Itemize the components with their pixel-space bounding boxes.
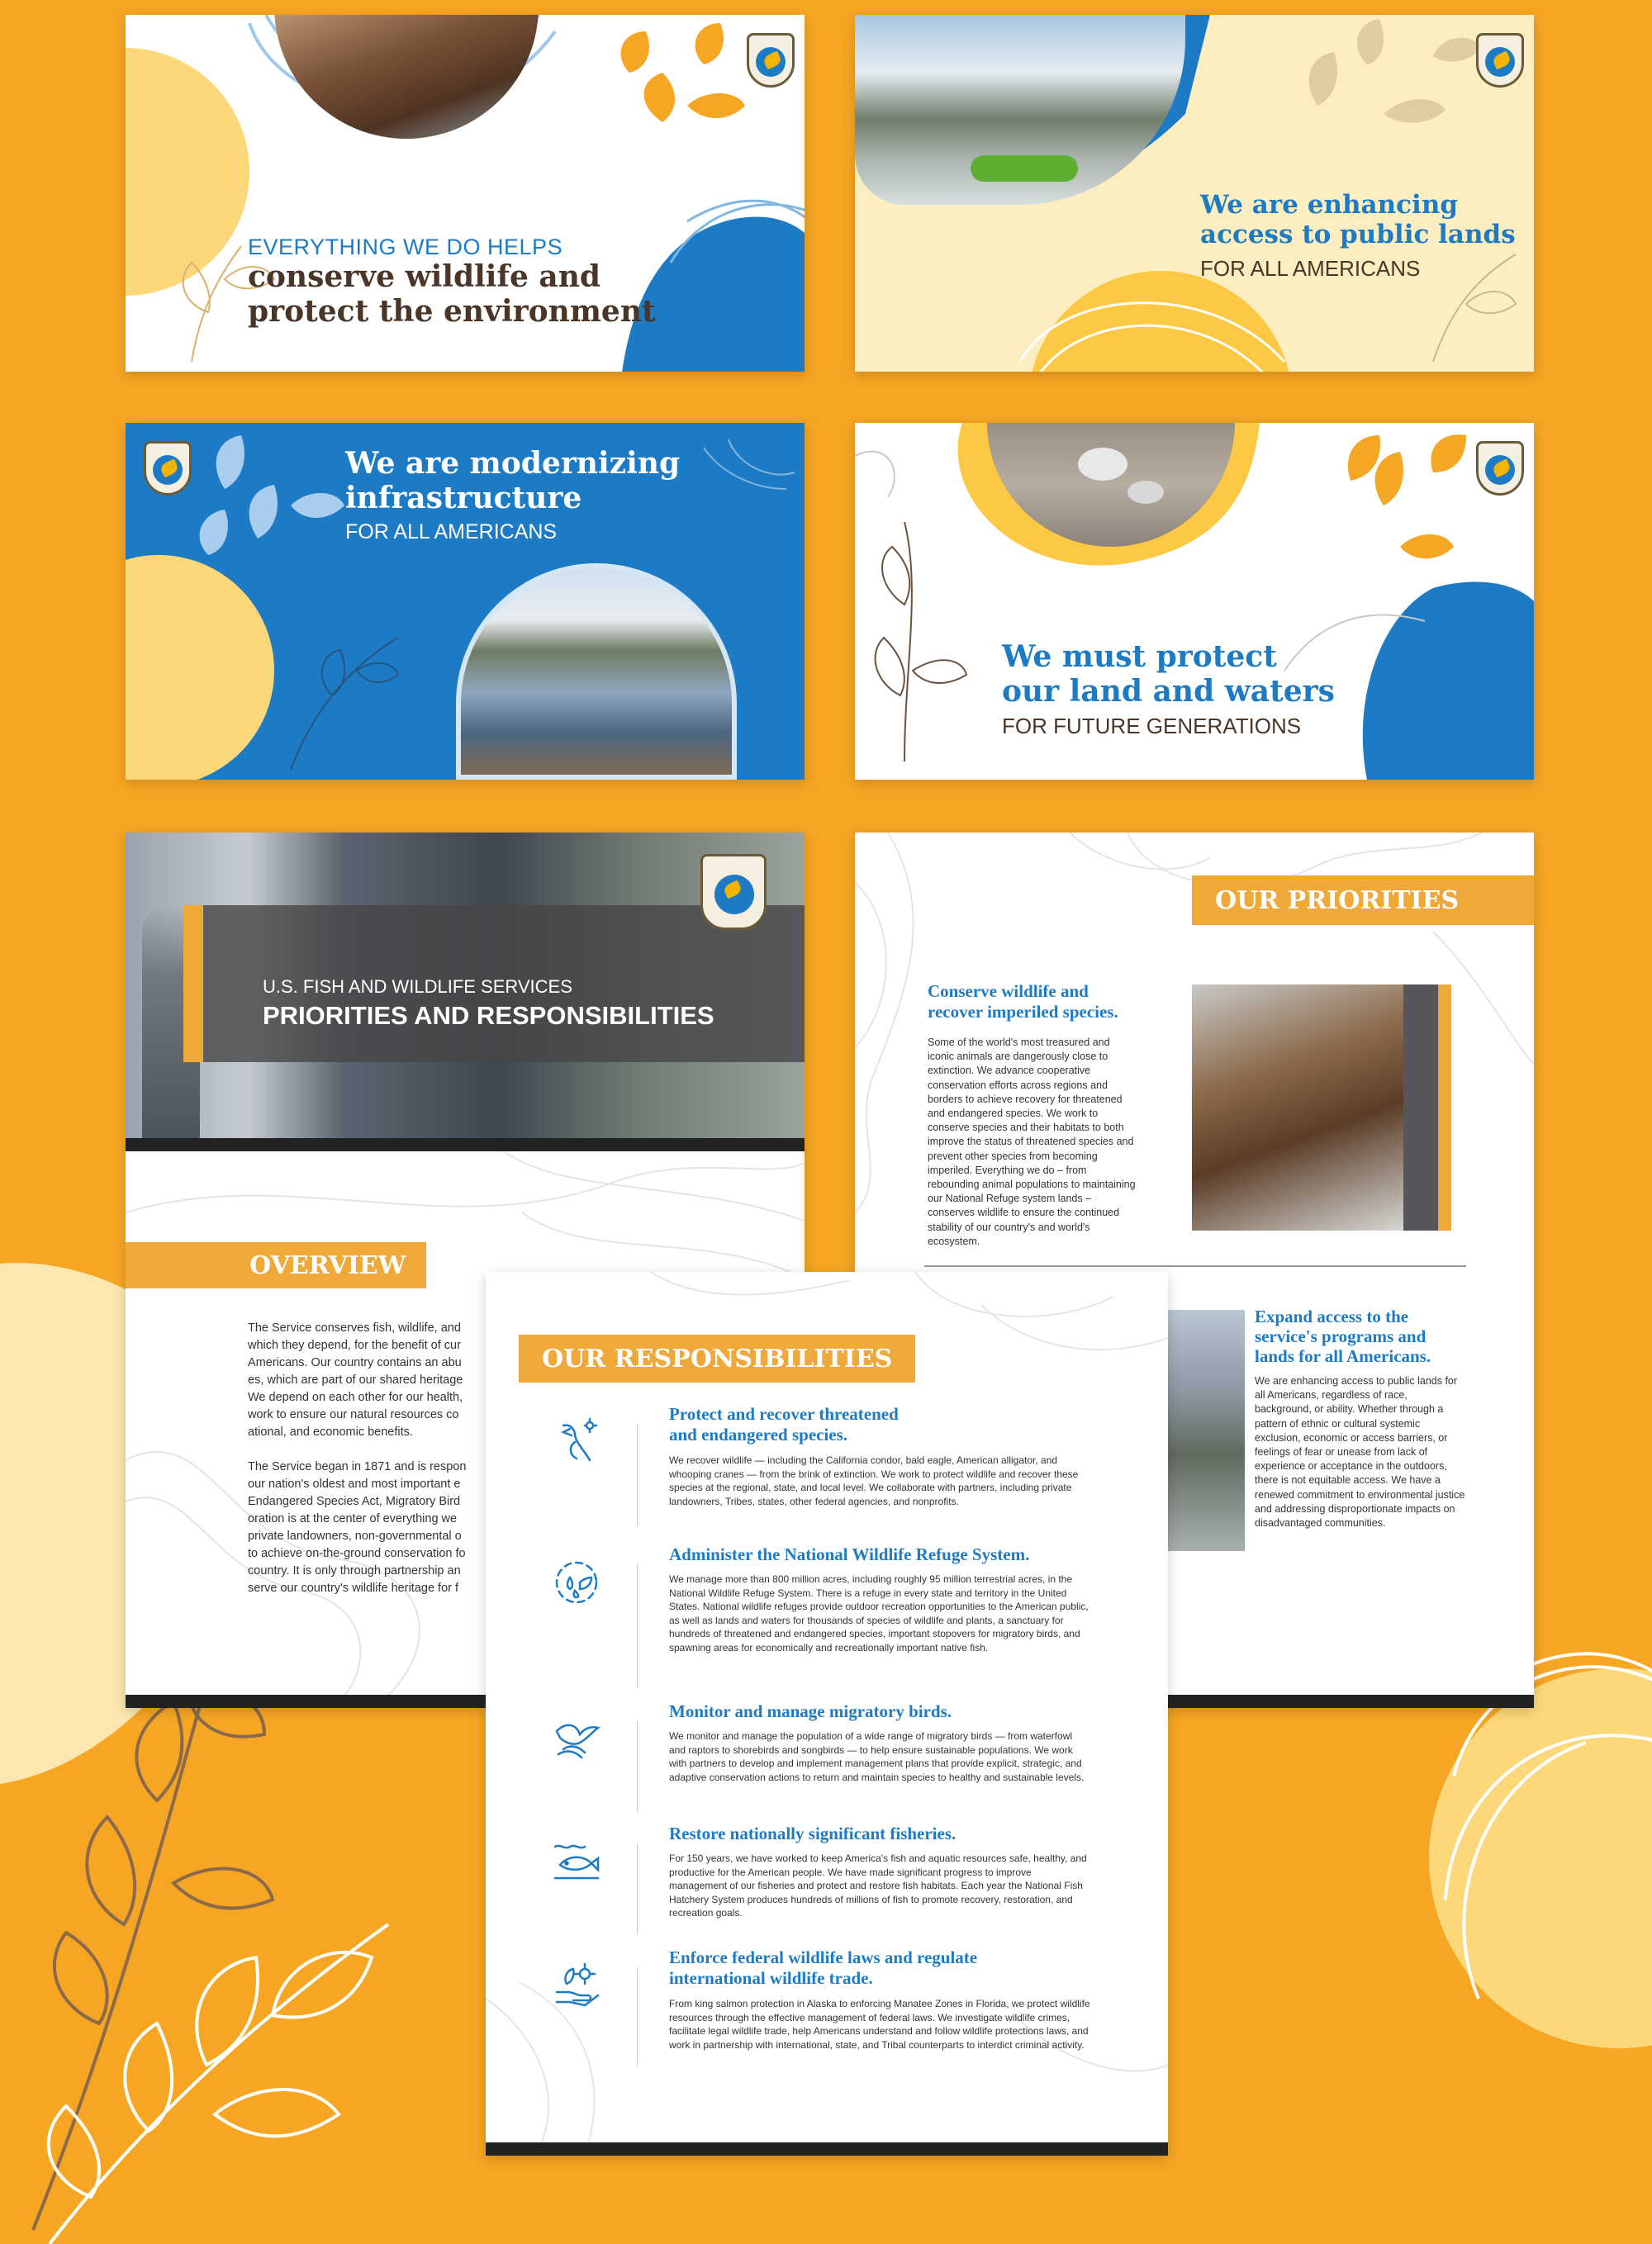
photo-gray-bar <box>1403 984 1438 1231</box>
slide3-title-line2: infrastructure <box>345 481 582 515</box>
overview-line: es, which are part of our shared heritage <box>248 1373 463 1387</box>
responsibility-title <box>669 1544 1099 1565</box>
responsibility-item <box>486 1404 1168 1526</box>
usfws-logo <box>1476 33 1524 88</box>
responsibility-body: For 150 years, we have worked to keep America's fish and aquatic resources safe, healthy, and productive for the American people. We have made significant progress to improve management of our fisheries and protect and restore fish habitats. Each year the National Fish Hatchery System produces hundreds of millions of fish to promote recovery, restoration, and recreation goals. <box>669 1853 1087 1919</box>
overview-line: private landowners, non-governmental o <box>248 1530 462 1543</box>
responsibility-title <box>669 1824 1099 1844</box>
overview-line: The Service conserves fish, wildlife, and <box>248 1321 461 1335</box>
overview-line: ational, and economic benefits. <box>248 1426 413 1439</box>
responsibility-item <box>486 1824 1168 1939</box>
priority1-title-line2: recover imperiled species. <box>928 1002 1118 1022</box>
responsibility-title <box>669 1404 1099 1445</box>
slide4-title-line2: our land and waters <box>1002 674 1335 709</box>
item-divider <box>637 1564 638 1688</box>
responsibility-title <box>669 1701 1099 1722</box>
responsibility-title-line1: Administer the National Wildlife Refuge System. <box>669 1544 1030 1564</box>
slide3-title-line1: We are modernizing <box>345 446 681 481</box>
slide2-subtitle: FOR ALL AMERICANS <box>1200 256 1421 281</box>
bird-shape <box>1078 448 1127 481</box>
responsibility-body: From king salmon protection in Alaska to enforcing Manatee Zones in Florida, we protect wildlife resources through the effective management of federal laws. We investigate wildlife crimes, facilitate legal wildlife trade, help Americans understand and follow wildlife protections laws, and work in partnership with international, state, and Tribal counterparts to interdict criminal activity. <box>669 1998 1090 2051</box>
photo-orange-bar <box>1438 984 1451 1231</box>
river-photo <box>1162 1310 1245 1551</box>
overview-line: We depend on each other for our health, <box>248 1391 463 1404</box>
overview-line: to achieve on-the-ground conservation fo <box>248 1547 466 1560</box>
priorities-heading: OUR PRIORITIES <box>1192 875 1534 925</box>
responsibility-title <box>669 1947 1099 1989</box>
slide1-kicker: EVERYTHING WE DO HELPS <box>248 235 563 259</box>
item-divider <box>637 1843 638 1934</box>
cover-kicker: U.S. FISH AND WILDLIFE SERVICES <box>263 976 572 997</box>
overview-line: The Service began in 1871 and is respon <box>248 1460 467 1473</box>
cover-title: PRIORITIES AND RESPONSIBILITIES <box>263 1001 714 1030</box>
responsibility-title-line1: Restore nationally significant fisheries. <box>669 1824 957 1843</box>
overview-line: which they depend, for the benefit of cur <box>248 1339 461 1352</box>
overview-line: country. It is only through partnership an <box>248 1564 461 1577</box>
bird-shape <box>1127 481 1164 504</box>
overview-line: oration is at the center of everything we <box>248 1512 458 1525</box>
fish-icon <box>552 1835 601 1885</box>
responsibility-title-line1: Enforce federal wildlife laws and regulate <box>669 1947 978 1967</box>
responsibility-item <box>486 1544 1168 1693</box>
responsibility-body: We monitor and manage the population of a wide range of migratory birds — from waterfowl and raptors to shorebirds and songbirds — to help ensure sustainable populations. We work with partners to develop and implement management plans that provide explicit, strategic, and adaptive conservation actions to return and maintain species to healthy and sustainable levels. <box>669 1730 1085 1783</box>
item-divider <box>637 1967 638 2066</box>
responsibility-title-line2: and endangered species. <box>669 1425 848 1445</box>
slide-enhancing-access <box>855 15 1534 372</box>
slide-conserve-wildlife <box>126 15 805 372</box>
usfws-logo <box>144 441 192 496</box>
responsibility-body: We manage more than 800 million acres, including roughly 95 million terrestrial acres, in the National Wildlife Refuge System. There is a refuge in every state and territory in the United States. National wildlife refuges provide outdoor recreation opportunities to the American public, as well as lands and waters for thousands of species of wildlife and plants, a sanctuary for hundreds of threatened and endangered species, important stopovers for migratory birds, and spawning areas for economically and recreationally important native fish. <box>669 1573 1089 1653</box>
priority2-title-line3: lands for all Americans. <box>1255 1346 1431 1366</box>
slide1-title-line1: conserve wildlife and <box>248 259 601 294</box>
overview-line: serve our country's wildlife heritage for f <box>248 1582 459 1595</box>
raft <box>971 155 1078 182</box>
overview-line: our nation's oldest and most important e <box>248 1478 461 1491</box>
slide-protect-land-waters <box>855 423 1534 780</box>
overview-line: Americans. Our country contains an abu <box>248 1356 462 1369</box>
slide2-title-line2: access to public lands <box>1200 220 1516 249</box>
priority2-title-line1: Expand access to the <box>1255 1307 1409 1326</box>
responsibility-item <box>486 1701 1168 1817</box>
usfws-logo <box>700 854 767 930</box>
water-leaf-icon <box>552 1558 601 1607</box>
slide4-subtitle: FOR FUTURE GENERATIONS <box>1002 714 1302 738</box>
responsibility-item <box>486 1947 1168 2080</box>
slide3-subtitle: FOR ALL AMERICANS <box>345 520 558 543</box>
priority1-body: Some of the world's most treasured and iconic animals are dangerously close to extinction. We advance cooperative conservation efforts across regions and borders to achieve recovery for threatened and endangered species. We work to conserve species and their habitats to both improve the status of threatened species and prevent other species from becoming imperiled. Everything we do – from rebounding animal populations to maintaining our National Refuge system lands – conserves wildlife to ensure the continued stability of our country's and world's ecosystem. <box>928 1037 1136 1247</box>
hand-gear-icon <box>552 1959 601 2009</box>
overview-line: Endangered Species Act, Migratory Bird <box>248 1495 461 1508</box>
bird-icon <box>552 1417 601 1467</box>
page-bottom-bar <box>486 2142 1168 2156</box>
usfws-logo <box>747 33 795 88</box>
responsibility-title-line2: international wildlife trade. <box>669 1968 873 1988</box>
responsibilities-page <box>486 1272 1168 2156</box>
responsibility-title-line1: Monitor and manage migratory birds. <box>669 1701 952 1721</box>
priority2-body: We are enhancing access to public lands for all Americans, regardless of race, background, or ability. Whether through a pattern of ethnic or cultural systemic exclusion, economic or access barriers, or feelings of fear or unease from lack of experience or acceptance in the outdoors, there is not equitable access. We have a renewed commitment to environmental justice and addressing disproportionate impacts on disadvantaged communities. <box>1255 1375 1465 1530</box>
responsibility-body: We recover wildlife — including the California condor, bald eagle, American alligator, and whooping cranes — from the brink of extinction. We work to protect wildlife and recover these species at the regional, state, and local level. We collaborate with partners, including private landowners, Tribes, states, other federal agencies, and nonprofits. <box>669 1454 1079 1507</box>
item-divider <box>637 1424 638 1526</box>
item-divider <box>637 1721 638 1812</box>
priority2-title <box>1255 1307 1431 1366</box>
slide-modernizing-infrastructure <box>126 423 805 780</box>
slide4-title-line1: We must protect <box>1002 639 1277 674</box>
usfws-logo <box>1476 441 1524 496</box>
priority1-title <box>928 981 1118 1022</box>
migratory-bird-icon <box>552 1713 601 1762</box>
priority1-title-line1: Conserve wildlife and <box>928 981 1089 1001</box>
overview-heading: OVERVIEW <box>126 1242 426 1288</box>
slide2-title-line1: We are enhancing <box>1200 190 1459 220</box>
slide1-title-line2: protect the environment <box>248 294 656 329</box>
cover-orange-stripe <box>183 905 203 1062</box>
priorities-divider <box>924 1265 1466 1267</box>
responsibility-title-line1: Protect and recover threatened <box>669 1404 899 1424</box>
responsibilities-heading: OUR RESPONSIBILITIES <box>519 1335 915 1383</box>
cover-black-bar <box>126 1138 805 1151</box>
overview-line: work to ensure our natural resources co <box>248 1408 459 1421</box>
priority2-title-line2: service's programs and <box>1255 1326 1427 1346</box>
bears-photo <box>1192 984 1403 1231</box>
